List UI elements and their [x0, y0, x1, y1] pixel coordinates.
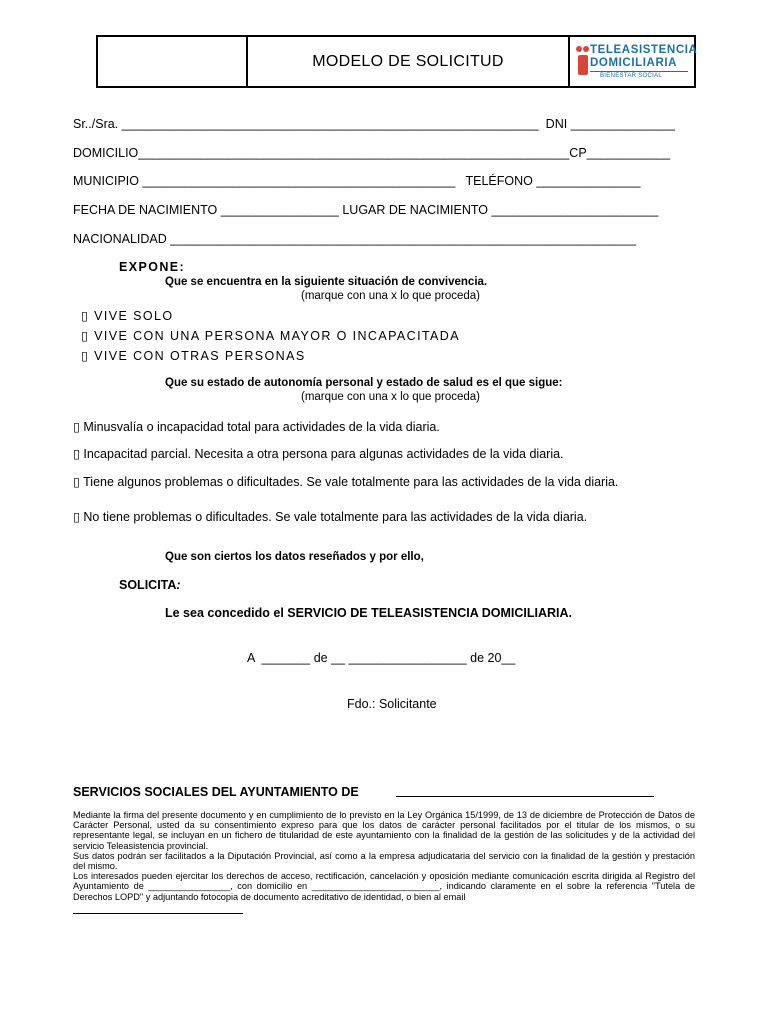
- autonomia-hint: (marque con una x lo que proceda): [301, 391, 480, 403]
- convivencia-title: Que se encuentra en la siguiente situación de convivencia.: [165, 276, 488, 288]
- legal-paragraph: Sus datos podrán ser facilitados a la Diputación Provincial, así como a la empresa adjudicataria del servicio con la finalidad de la gestión y prestación del mismo.: [73, 850, 695, 872]
- checkbox-icon[interactable]: ▯: [81, 329, 90, 343]
- legal-paragraph: Mediante la firma del presente documento y en cumplimiento de lo previsto en la Ley Orgánica 15/1999, de 13 de diciembre de Protección de Datos de Carácter Personal, usted da su consentimiento expreso para que los datos de carácter personal facilitados por el titular de los mismos, o su representante legal, se incluyan en un fichero de titularidad de este ayuntamiento con la finalidad de la gestión de las solicitudes y de la actividad del servicio Teleasistencia provincial.: [73, 810, 695, 851]
- checkbox-icon[interactable]: ▯: [81, 349, 90, 363]
- field-nacionalidad[interactable]: NACIONALIDAD ___________________________________________________________________: [73, 232, 637, 246]
- logo-mark-icon: [576, 45, 590, 75]
- logo-divider: [590, 71, 688, 72]
- option-label: VIVE CON UNA PERSONA MAYOR O INCAPACITADA: [94, 329, 460, 343]
- checkbox-icon[interactable]: ▯: [73, 475, 80, 489]
- solicita-heading: SOLICITA:: [119, 578, 181, 592]
- email-line[interactable]: [73, 913, 243, 914]
- option-incapacidad-parcial[interactable]: [73, 446, 564, 461]
- option-label: VIVE SOLO: [94, 309, 174, 323]
- header-box: [96, 35, 696, 88]
- solicita-text: Le sea concedido el SERVICIO DE TELEASISTENCIA DOMICILIARIA.: [165, 606, 573, 620]
- logo-text-line2: DOMICILIARIA: [590, 57, 678, 69]
- option-sin-problemas[interactable]: [73, 509, 587, 524]
- autonomia-title: Que su estado de autonomía personal y estado de salud es el que sigue:: [165, 377, 563, 389]
- option-label: VIVE CON OTRAS PERSONAS: [94, 349, 306, 363]
- legal-paragraph: Los interesados pueden ejercitar los derechos de acceso, rectificación, cancelación y oposición mediante comunicación escrita dirigida al Registro del Ayuntamiento de ________________, con domicilio en _________________________, indicando claramente en el sobre la referencia "Tutela de Derechos LOPD" y adjuntando fotocopia de documento acreditativo de identidad, o bien al email: [73, 871, 695, 902]
- legal-notice: [73, 810, 695, 902]
- datos-ciertos-text: Que son ciertos los datos reseñados y por ello,: [165, 551, 424, 563]
- option-algunos-problemas[interactable]: [73, 474, 618, 489]
- checkbox-icon[interactable]: ▯: [73, 447, 80, 461]
- firma-solicitante: Fdo.: Solicitante: [347, 697, 437, 711]
- servicios-sociales-title: SERVICIOS SOCIALES DEL AYUNTAMIENTO DE: [73, 785, 359, 799]
- expone-heading: EXPONE:: [119, 260, 186, 274]
- option-vive-solo[interactable]: [81, 308, 173, 323]
- logo-text-line1: TELEASISTENCIA: [590, 44, 698, 56]
- convivencia-hint: (marque con una x lo que proceda): [301, 290, 480, 302]
- field-municipio-telefono[interactable]: MUNICIPIO _____________________________________________ TELÉFONO _______________: [73, 174, 641, 188]
- option-label: Incapacitad parcial. Necesita a otra persona para algunas actividades de la vida diaria.: [83, 447, 564, 461]
- teleasistencia-logo: [574, 41, 698, 83]
- logo-text-line3: BIENESTAR SOCIAL: [600, 73, 663, 79]
- option-label: No tiene problemas o dificultades. Se vale totalmente para las actividades de la vida diaria.: [83, 510, 588, 524]
- option-vive-con-persona-mayor[interactable]: [81, 328, 460, 343]
- field-fecha-lugar-nacimiento[interactable]: FECHA DE NACIMIENTO _________________ LUGAR DE NACIMIENTO ________________________: [73, 203, 659, 217]
- fecha-firma-field[interactable]: A _______ de __ _________________ de 20__: [247, 651, 516, 665]
- option-vive-con-otras-personas[interactable]: [81, 348, 306, 363]
- page-title: MODELO DE SOLICITUD: [312, 52, 504, 70]
- checkbox-icon[interactable]: ▯: [73, 510, 80, 524]
- checkbox-icon[interactable]: ▯: [73, 420, 80, 434]
- field-sr-dni[interactable]: Sr../Sra. ____________________________________________________________ DNI _______________: [73, 117, 675, 131]
- option-label: Tiene algunos problemas o dificultades. Se vale totalmente para las actividades de la vida diaria.: [83, 475, 619, 489]
- checkbox-icon[interactable]: ▯: [81, 309, 90, 323]
- header-divider: [568, 37, 570, 86]
- option-label: Minusvalía o incapacidad total para actividades de la vida diaria.: [83, 420, 440, 434]
- option-minusvalia[interactable]: [73, 419, 440, 434]
- field-domicilio-cp[interactable]: DOMICILIO______________________________________________________________CP____________: [73, 146, 671, 160]
- ayuntamiento-line[interactable]: [396, 796, 654, 797]
